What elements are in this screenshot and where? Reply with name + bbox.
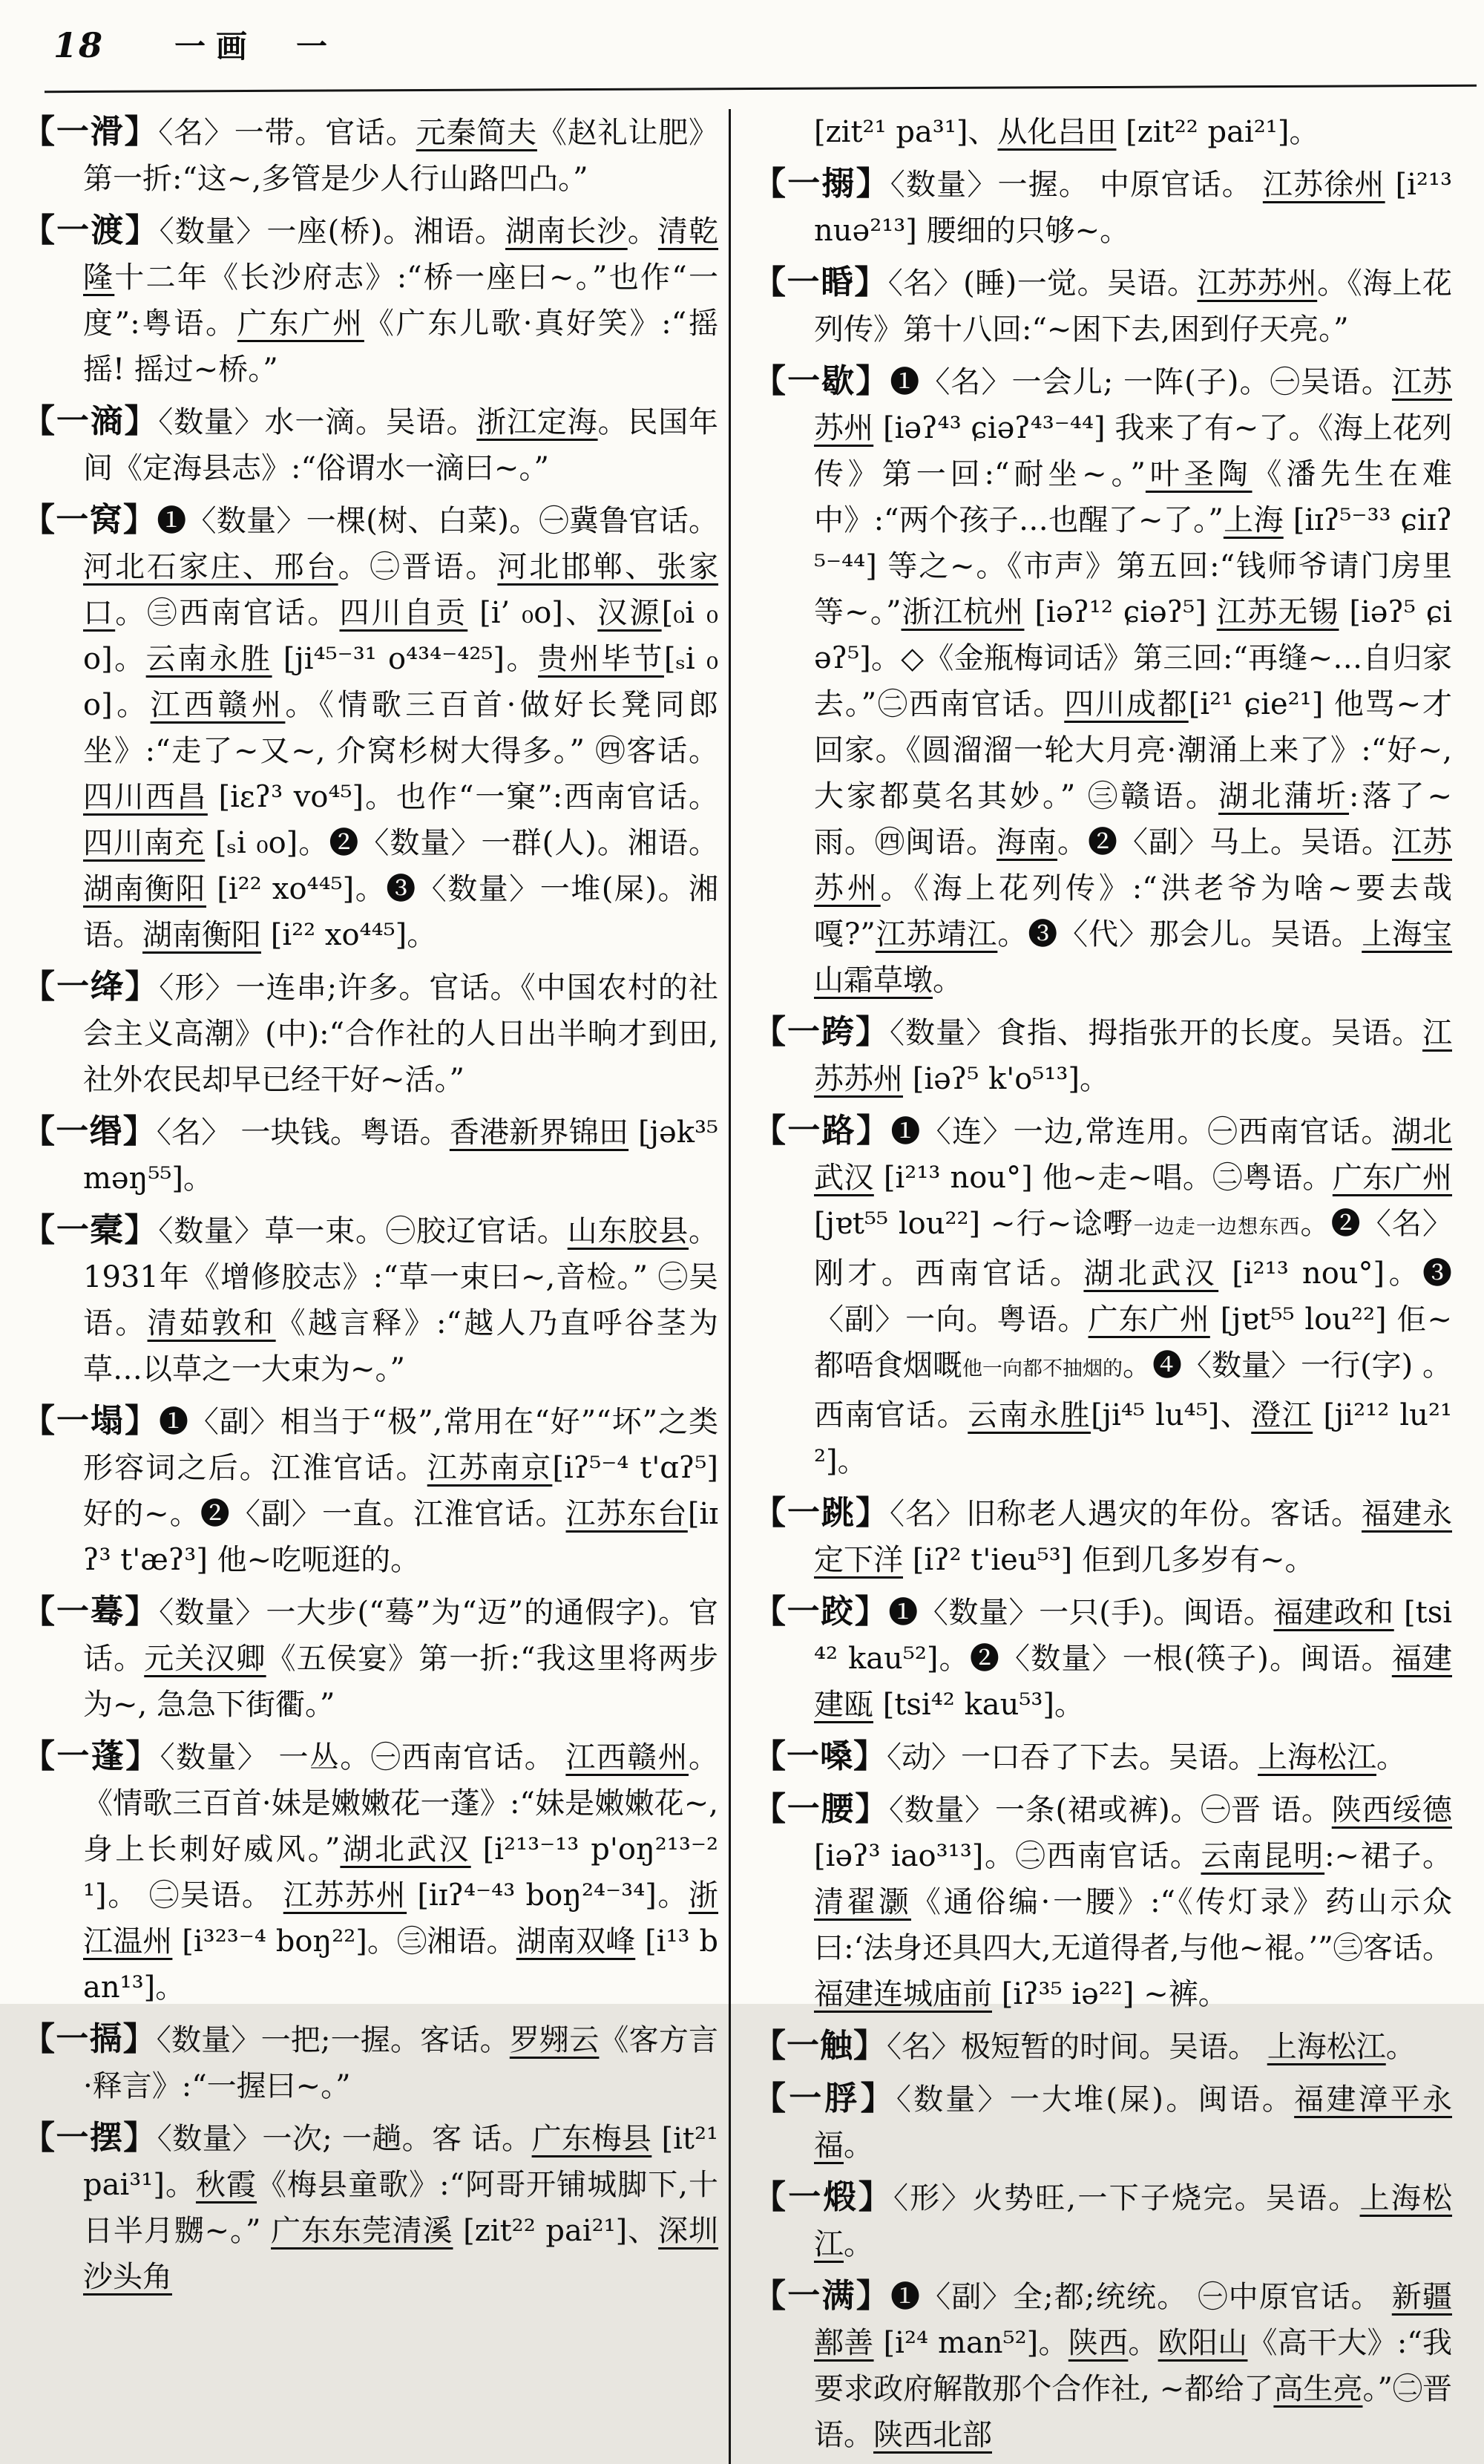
proper-noun: 江苏无锡 (1216, 595, 1339, 629)
proper-noun: 浙江定海 (476, 405, 598, 439)
entry-text: [i²² xo⁴⁴⁵]。 (261, 918, 437, 952)
entry-headword: 【一腰】 (753, 1790, 890, 1828)
proper-noun: 陕西北部 (873, 2418, 992, 2452)
proper-noun: 江苏东台 (565, 1497, 688, 1531)
proper-noun: 汉源 (597, 596, 662, 630)
entry-text: :~裙子。 (1324, 1839, 1453, 1873)
proper-noun: 元秦简夫 (416, 116, 537, 150)
entry-text: [iʔ² t'ieu⁵³] 佢到几多岁有~。 (903, 1543, 1315, 1577)
proper-noun: 江苏靖江 (875, 917, 998, 951)
entry-text: ❶〈副〉相当于“极”,常用在“好”“坏”之类形容词之后。江淮官话。 (83, 1405, 718, 1485)
proper-noun: 湖北武汉 (340, 1832, 471, 1867)
entry-text: ❶〈数量〉一只(手)。闽语。 (888, 1596, 1274, 1630)
entry-text: 〈形〉一连串;许多。官话。《中国农村的社会主义高潮》(中):“合作社的人日出半晌才到田,社外农民却早已经干好~活。” (83, 971, 718, 1097)
entry-text: [i²¹³⁻¹³ p'oŋ²¹³⁻²¹]。 ㊁吴语。 (83, 1832, 718, 1913)
entry-text: [jək³⁵ məŋ⁵⁵]。 (83, 1115, 719, 1196)
entry-text: 《潘先生在难中》:“两个孩子…也醒了~了。” (814, 457, 1453, 537)
proper-noun: 福建政和 (1273, 1596, 1394, 1630)
entry-text: ❶〈名〉一会儿; 一阵(子)。㊀吴语。 (890, 365, 1392, 399)
entry-text: [₀i ₀o]。 (83, 596, 719, 676)
entry-text: [zit²¹ pa³¹]、 (814, 115, 998, 149)
proper-noun: 四川西昌 (83, 780, 208, 814)
entry-text: 〈数量〉水一滴。吴语。 (158, 405, 477, 439)
entry-text: 。❹〈数量〉一行(字) 。西南官话。 (814, 1349, 1453, 1432)
proper-noun: 欧阳山 (1158, 2326, 1248, 2360)
entry-headword: 【一滳】 (22, 402, 159, 440)
entry-text: [iʔ³⁵ iə²²] ~裤。 (992, 1977, 1228, 2011)
radical-character: 一 (296, 28, 328, 65)
entry-text: 。 (1128, 2326, 1158, 2360)
dict-entry (22, 964, 718, 1103)
entry-text: 。1931年《增修胶志》:“草一束曰~,音检。” ㊁吴语。 (83, 1214, 719, 1340)
proper-noun: 上海松江 (1267, 2030, 1386, 2064)
dict-entry (753, 1108, 1452, 1484)
entry-text: 〈数量〉一座(桥)。湘语。 (159, 214, 506, 249)
proper-noun: 四川自贡 (339, 596, 468, 630)
proper-noun: 湖南长沙 (505, 214, 628, 249)
entry-headword: 【一蓦】 (22, 1593, 160, 1631)
entry-text: [iɪʔ³ t'æʔ³] 他~吃呃逛的。 (83, 1497, 719, 1577)
dict-entry (22, 497, 718, 958)
entry-text: 。《情歌三百首·妹是嫩嫩花一蓬》:“妹是嫩嫩花~, 身上长刺好威风。” (83, 1740, 719, 1867)
entry-text: 〈数量〉 一丛。㊀西南官话。 (160, 1740, 566, 1775)
proper-noun: 广东广州 (237, 307, 364, 341)
entry-headword: 【一搦】 (753, 165, 890, 203)
right-column (729, 109, 1452, 2464)
left-column (22, 109, 729, 2464)
dict-entry (753, 1589, 1452, 1728)
entry-text: [i²² xo⁴⁴⁵]。❸〈数量〉一堆(屎)。湘语。 (83, 872, 719, 952)
proper-noun: 清茹敦和 (147, 1306, 276, 1340)
proper-noun: 陕西 (1068, 2326, 1129, 2360)
entry-text: [ji⁴⁵⁻³¹ o⁴³⁴⁻⁴²⁵]。 (272, 642, 538, 676)
entry-text: [ji²¹² lu²¹²]。 (814, 1398, 1453, 1478)
proper-noun: 高生亮 (1273, 2372, 1363, 2406)
proper-noun: 福建连城庙前 (814, 1977, 992, 2011)
entry-text: [i²¹³ nou°]。❸〈副〉一向。粤语。 (814, 1256, 1452, 1337)
entry-text: 〈数量〉草一束。㊀胶辽官话。 (158, 1214, 568, 1248)
entry-text: 。《海上花列传》:“洪老爷为啥~要去哉嘎?” (814, 871, 1452, 951)
proper-noun: 云南永胜 (145, 642, 272, 676)
entry-text: 〈名〉极短暂的时间。吴语。 (887, 2030, 1267, 2064)
dict-entry (22, 1208, 718, 1392)
dict-entry (22, 2115, 718, 2300)
entry-headword: 【一歇】 (753, 362, 890, 400)
proper-noun: 江苏苏州 (1197, 266, 1318, 301)
entry-text: [ₛi ₀o]。❷〈数量〉一群(人)。湘语。 (205, 826, 719, 860)
proper-noun: 江苏苏州 (814, 825, 1452, 905)
entry-text: 〈数量〉一握。 中原官话。 (890, 168, 1263, 202)
proper-noun: 河北邯郸、张家口 (83, 550, 719, 630)
gloss-note: 一边走一边想东西 (1133, 1216, 1301, 1239)
proper-noun: 上海松江 (1258, 1740, 1376, 1775)
stroke-section-title: 一画 (174, 28, 258, 65)
entry-text: 。 (1385, 2030, 1416, 2064)
proper-noun: 香港新界锦田 (449, 1115, 629, 1150)
entry-text: [iəʔ⁵ k'o⁵¹³]。 (903, 1062, 1110, 1096)
entry-text: 〈数量〉一把;一握。客话。 (156, 2023, 510, 2057)
entry-text: [i’ ₀o]、 (467, 596, 598, 630)
proper-noun: 湖南衡阳 (83, 872, 207, 906)
entry-text: 〈数量〉食指、拇指张开的长度。吴语。 (890, 1016, 1422, 1050)
proper-noun: 从化吕田 (997, 115, 1117, 149)
proper-noun: 广东广州 (1088, 1303, 1210, 1337)
proper-noun: 江苏南京 (427, 1451, 553, 1485)
entry-headword: 【一蓬】 (22, 1737, 160, 1775)
entry-text: [i²¹³ nou°] 他~走~唱。㊁粤语。 (873, 1161, 1333, 1195)
dict-entry (753, 1009, 1452, 1102)
entry-text: 。㊁晋语。 (338, 550, 498, 584)
entry-text: [it²¹ pai³¹]。 (83, 2122, 719, 2202)
proper-noun: 湖北武汉 (814, 1115, 1453, 1195)
proper-noun: 广东广州 (1332, 1161, 1453, 1195)
dict-entry (753, 260, 1452, 353)
proper-noun: 清翟灏 (814, 1885, 912, 1919)
entry-text: 。 (844, 2227, 873, 2261)
entry-text: ❶〈数量〉一棵(树、白菜)。㊀冀鲁官话。 (157, 504, 718, 538)
entry-text: 。”㊁晋语。 (814, 2372, 1453, 2452)
proper-noun: 澄江 (1251, 1398, 1313, 1432)
entry-text: 《通俗编·一腰》:“《传灯录》药山示众曰:‘法身还具四大,无道得者,与他~裩。’”㊂客话。 (814, 1885, 1453, 1965)
entry-text: [zit²² pai²¹]、 (453, 2214, 659, 2248)
entry-headword: 【一滑】 (22, 113, 159, 151)
entry-text: ❶〈副〉全;都;统统。 ㊀中原官话。 (890, 2280, 1392, 2314)
entry-text: 〈数量〉一大步(“蓦”为“迈”的通假字)。官话。 (83, 1596, 718, 1676)
proper-noun: 福建建瓯 (814, 1642, 1452, 1722)
entry-text: 〈数量〉一大堆(屎)。闽语。 (896, 2083, 1295, 2117)
entry-text: 〈数量〉一次; 一趟。客 话。 (157, 2122, 532, 2156)
entry-text: 《广东儿歌·真好笑》:“摇摇! 摇过~桥。” (83, 307, 718, 387)
proper-noun: 广东梅县 (531, 2122, 652, 2156)
two-column-body (0, 90, 1484, 2464)
entry-text: 。❷〈副〉马上。吴语。 (1057, 825, 1392, 859)
entry-headword: 【一触】 (753, 2027, 887, 2065)
dict-entry (753, 2273, 1452, 2458)
entry-text: [zit²² pai²¹]。 (1116, 115, 1319, 149)
entry-text: [iɪʔ⁴⁻⁴³ boŋ²⁴⁻³⁴]。 (407, 1878, 689, 1913)
entry-text: 。《情歌三百首·做好长凳同郎坐》:“走了~又~, 介窝杉树大得多。” ㊃客话。 (83, 688, 719, 768)
proper-noun: 四川南充 (83, 826, 206, 860)
proper-noun: 秋霞 (195, 2168, 257, 2202)
entry-headword: 【一满】 (753, 2277, 890, 2315)
entry-text: [i²⁴ man⁵²]。 (873, 2326, 1068, 2360)
proper-noun: 湖南双峰 (516, 1924, 636, 1959)
entry-text: 〈名〉旧称老人遇灾的年份。客话。 (890, 1497, 1362, 1531)
entry-text: 十二年《长沙府志》:“桥一座曰~。”也作“一度”:粤语。 (83, 261, 719, 341)
page-number: 18 (53, 25, 105, 65)
entry-text: 《高干大》:“我要求政府解散那个合作社, ~都给了 (814, 2326, 1453, 2406)
page-header (0, 0, 1484, 71)
entry-text: 〈名〉 一块钱。粤语。 (156, 1115, 450, 1150)
entry-text: 。民国年间《定海县志》:“俗谓水一滴曰~。” (83, 405, 719, 485)
dict-entry (753, 2076, 1452, 2169)
dict-entry (753, 1490, 1452, 1583)
entry-text: [i¹³ ban¹³]。 (83, 1924, 719, 2005)
entry-text: [iəʔ¹² ɕiəʔ⁵] (1024, 595, 1217, 629)
dict-entry (22, 399, 718, 491)
entry-headword: 【一塌】 (22, 1402, 159, 1440)
entry-headword: 【一脬】 (753, 2080, 896, 2117)
entry-text: 《越言释》:“越人乃直呼谷茎为草…以草之一大束为~。” (83, 1306, 719, 1386)
dict-entry (22, 109, 718, 202)
dict-entry (753, 1734, 1452, 1780)
entry-text: :落了~雨。㊃闽语。 (814, 779, 1452, 859)
proper-noun: 上海 (1223, 503, 1284, 537)
entry-text: [i³²³⁻⁴ boŋ²²]。㊂湘语。 (172, 1924, 516, 1959)
entry-text: [iəʔ³ iao³¹³]。㊁西南官话。 (814, 1839, 1201, 1873)
entry-text: 。 (1376, 1740, 1406, 1775)
dict-entry (753, 2023, 1452, 2070)
proper-noun: 江苏苏州 (814, 1016, 1452, 1096)
proper-noun: 深圳沙头角 (83, 2214, 719, 2294)
entry-text: 。❸〈代〉那会儿。吴语。 (997, 917, 1362, 951)
dict-entry (22, 1589, 718, 1728)
entry-text: [ₛi ₀o]。 (83, 642, 719, 722)
proper-noun: 湖北武汉 (1083, 1256, 1219, 1291)
proper-noun: 河北石家庄、邢台 (83, 550, 338, 584)
dict-entry (753, 358, 1452, 1003)
proper-noun: 湖北蒲圻 (1218, 779, 1350, 813)
proper-noun: 云南昆明 (1201, 1839, 1325, 1873)
entry-headword: 【一绛】 (22, 968, 160, 1006)
entry-text: 〈名〉一带。官话。 (158, 116, 416, 150)
dict-entry (22, 1734, 718, 2011)
entry-text: [jɐt⁵⁵ lou²²] 佢~都唔食烟嘅 (814, 1303, 1453, 1383)
entry-text: 《客方言·释言》:“一握曰~。” (83, 2023, 719, 2103)
proper-noun: 广东东莞清溪 (271, 2214, 453, 2248)
proper-noun: 叶圣陶 (1145, 457, 1252, 491)
entry-text: [jɐt⁵⁵ lou²²] ~行~谂嘢 (814, 1207, 1134, 1241)
proper-noun: 元关汉卿 (144, 1642, 266, 1676)
entry-headword: 【一跨】 (753, 1013, 890, 1051)
entry-text: 。 (627, 214, 658, 249)
entry-text: 。㊂西南官话。 (115, 596, 340, 630)
entry-headword: 【一槖】 (22, 1211, 159, 1249)
dict-entry (22, 1109, 718, 1202)
entry-headword: 【一煅】 (753, 2178, 893, 2216)
entry-text: 〈名〉(睡)一觉。吴语。 (887, 266, 1198, 301)
entry-text: [tsi⁴² kau⁵²]。❷〈数量〉一根(筷子)。闽语。 (814, 1596, 1453, 1676)
entry-text: [iɪʔ⁵⁻³³ ɕiɪʔ⁵⁻⁴⁴] 等之~。《市声》第五回:“钱师爷请门房里等~。” (814, 503, 1453, 629)
entry-text: 。《海上花列传》第十八回:“~困下去,困到仔天亮。” (814, 266, 1452, 347)
entry-text: [ji⁴⁵ lu⁴⁵]、 (1091, 1398, 1252, 1432)
proper-noun: 福建漳平永福 (814, 2083, 1453, 2163)
proper-noun: 江苏徐州 (1262, 168, 1385, 202)
dict-entry (22, 2016, 718, 2109)
entry-headword: 【一窝】 (22, 501, 157, 539)
entry-headword: 【一搹】 (22, 2020, 157, 2058)
proper-noun: 山东胶县 (567, 1214, 689, 1248)
entry-headword: 【一摆】 (22, 2119, 157, 2157)
proper-noun: 江西赣州 (150, 688, 286, 722)
entry-headword: 【一缗】 (22, 1113, 157, 1150)
entry-text: 。❷〈名〉刚才。西南官话。 (814, 1207, 1452, 1291)
proper-noun: 海南 (997, 825, 1057, 859)
entry-text: [tsi⁴² kau⁵³]。 (873, 1688, 1085, 1722)
proper-noun: 浙江温州 (83, 1878, 719, 1959)
entry-headword: 【一嗓】 (753, 1737, 887, 1775)
entry-headword: 【一睧】 (753, 263, 888, 301)
dict-entry (753, 161, 1452, 254)
entry-text: [iɛʔ³ vo⁴⁵]。也作“一窠”:西南官话。 (207, 780, 719, 814)
proper-noun: 江苏苏州 (814, 365, 1453, 445)
proper-noun: 新疆鄯善 (814, 2280, 1452, 2360)
proper-noun: 福建永定下洋 (814, 1497, 1452, 1577)
proper-noun: 罗翙云 (509, 2023, 600, 2057)
dict-entry (22, 1398, 718, 1583)
proper-noun: 上海宝山霜草墩 (814, 917, 1453, 997)
entry-text: 。 (844, 2129, 873, 2163)
proper-noun: 上海松江 (814, 2181, 1453, 2261)
gloss-note: 他一向都不抽烟的 (962, 1357, 1123, 1380)
proper-noun: 浙江杭州 (901, 595, 1025, 629)
dict-entry (753, 2175, 1452, 2267)
proper-noun: 贵州毕节 (538, 642, 664, 676)
entry-text: 〈形〉火势旺,一下子烧完。吴语。 (893, 2181, 1360, 2215)
proper-noun: 云南永胜 (968, 1398, 1091, 1432)
entry-text: 《梅县童歌》:“阿哥开铺城脚下,十日半月嬲~。” (83, 2168, 719, 2248)
entry-text: 《赵礼让肥》第一折:“这~,多管是少人行山路凹凸。” (83, 116, 719, 196)
dict-entry (753, 1786, 1452, 2017)
entry-text: 《五侯宴》第一折:“我这里将两步为~, 急急下街衢。” (83, 1642, 719, 1722)
entry-headword: 【一渡】 (22, 212, 160, 249)
dict-entry (753, 109, 1452, 155)
entry-text: 。 (933, 963, 962, 997)
entry-text: 〈动〉一口吞了下去。吴语。 (887, 1740, 1258, 1775)
entry-text: [i²¹³ nuə²¹³] 腰细的只够~。 (814, 168, 1453, 248)
proper-noun: 陕西绥德 (1331, 1793, 1453, 1827)
proper-noun: 江苏苏州 (283, 1878, 407, 1913)
proper-noun: 四川成都 (1064, 687, 1189, 721)
entry-text: [iʔ⁵⁻⁴ t'ɑʔ⁵] 好的~。❷〈副〉一直。江淮官话。 (83, 1451, 719, 1531)
entry-headword: 【一跳】 (753, 1494, 890, 1532)
entry-text: [iəʔ⁴³ ɕiəʔ⁴³⁻⁴⁴] 我来了有~了。《海上花列传》第一回:“耐坐~。” (814, 411, 1453, 491)
proper-noun: 江西赣州 (565, 1740, 689, 1775)
entry-text: 〈数量〉一条(裙或裤)。㊀晋 语。 (889, 1793, 1332, 1827)
entry-text: ❶〈连〉一边,常连用。㊀西南官话。 (890, 1115, 1392, 1149)
entry-headword: 【一路】 (753, 1112, 891, 1150)
entry-text: [iəʔ⁵ ɕiəʔ⁵]。◇《金瓶梅词话》第三回:“再缝~…自归家去。”㊁西南官话。 (814, 595, 1453, 721)
proper-noun: 清乾隆 (83, 214, 719, 295)
entry-headword: 【一跤】 (753, 1593, 889, 1631)
proper-noun: 湖南衡阳 (142, 918, 261, 952)
entry-text: [i²¹ ɕie²¹] 他骂~才回家。《圆溜溜一轮大月亮·潮涌上来了》:“好~,大家都莫名其妙。” ㊂赣语。 (814, 687, 1453, 813)
dict-entry (22, 208, 718, 393)
